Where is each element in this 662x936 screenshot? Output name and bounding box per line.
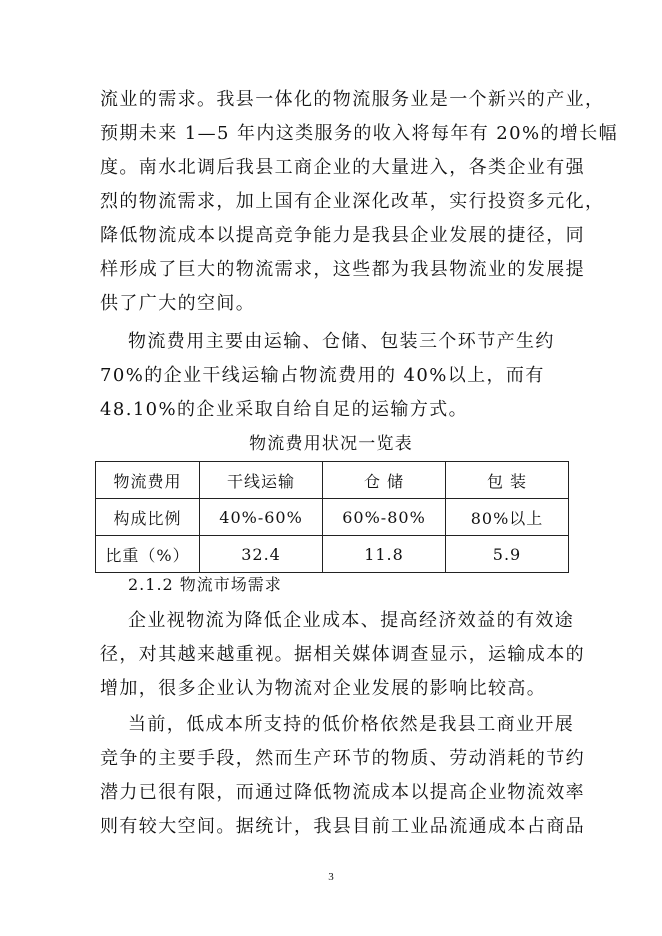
table-row bbox=[96, 462, 569, 499]
paragraph-1-line: 流业的需求。我县一体化的物流服务业是一个新兴的产业， bbox=[100, 89, 605, 110]
paragraph-3-line: 增加，很多企业认为物流对企业发展的影响比较高。 bbox=[100, 678, 547, 699]
paragraph-4-line: 竞争的主要手段，然而生产环节的物质、劳动消耗的节约 bbox=[100, 748, 585, 769]
section-heading: 2.1.2 物流市场需求 bbox=[128, 575, 282, 594]
paragraph-2-line: 70%的企业干线运输占物流费用的 40%以上，而有 bbox=[100, 365, 545, 386]
paragraph-4-line: 当前，低成本所支持的低价格依然是我县工商业开展 bbox=[128, 714, 575, 735]
table-cell: 60%-80% bbox=[323, 499, 446, 536]
paragraph-2-line: 物流费用主要由运输、仓储、包装三个环节产生约 bbox=[128, 331, 555, 352]
logistics-cost-table bbox=[95, 461, 569, 573]
table-cell: 32.4 bbox=[200, 536, 323, 573]
table-cell: 物流费用 bbox=[96, 462, 200, 499]
table-caption: 物流费用状况一览表 bbox=[249, 434, 413, 454]
paragraph-2-line: 48.10%的企业采取自给自足的运输方式。 bbox=[100, 399, 469, 420]
paragraph-3-line: 企业视物流为降低企业成本、提高经济效益的有效途 bbox=[128, 610, 575, 631]
paragraph-3-line: 径，对其越来越重视。据相关媒体调查显示，运输成本的 bbox=[100, 644, 585, 665]
table-cell: 5.9 bbox=[445, 536, 568, 573]
paragraph-4-line: 则有较大空间。据统计，我县目前工业品流通成本占商品 bbox=[100, 816, 585, 837]
table-cell: 构成比例 bbox=[96, 499, 200, 536]
table-cell: 11.8 bbox=[323, 536, 446, 573]
paragraph-1-line: 度。南水北调后我县工商企业的大量进入，各类企业有强 bbox=[100, 157, 585, 178]
table-row bbox=[96, 499, 569, 536]
paragraph-1-line: 降低物流成本以提高竞争能力是我县企业发展的捷径，同 bbox=[100, 225, 585, 246]
table-cell: 40%-60% bbox=[200, 499, 323, 536]
paragraph-4-line: 潜力已很有限，而通过降低物流成本以提高企业物流效率 bbox=[100, 782, 585, 803]
paragraph-1-line: 烈的物流需求，加上国有企业深化改革，实行投资多元化， bbox=[100, 191, 605, 212]
table-cell: 仓 储 bbox=[323, 462, 446, 499]
paragraph-1-line: 供了广大的空间。 bbox=[100, 293, 256, 314]
paragraph-1-line: 预期未来 1—5 年内这类服务的收入将每年有 20%的增长幅 bbox=[100, 123, 619, 144]
paragraph-1-line: 样形成了巨大的物流需求，这些都为我县物流业的发展提 bbox=[100, 259, 585, 280]
page-number: 3 bbox=[328, 871, 334, 883]
table-cell: 包 装 bbox=[445, 462, 568, 499]
table-cell: 80%以上 bbox=[445, 499, 568, 536]
table-cell: 比重（%） bbox=[96, 536, 200, 573]
table-row bbox=[96, 536, 569, 573]
table-cell: 干线运输 bbox=[200, 462, 323, 499]
